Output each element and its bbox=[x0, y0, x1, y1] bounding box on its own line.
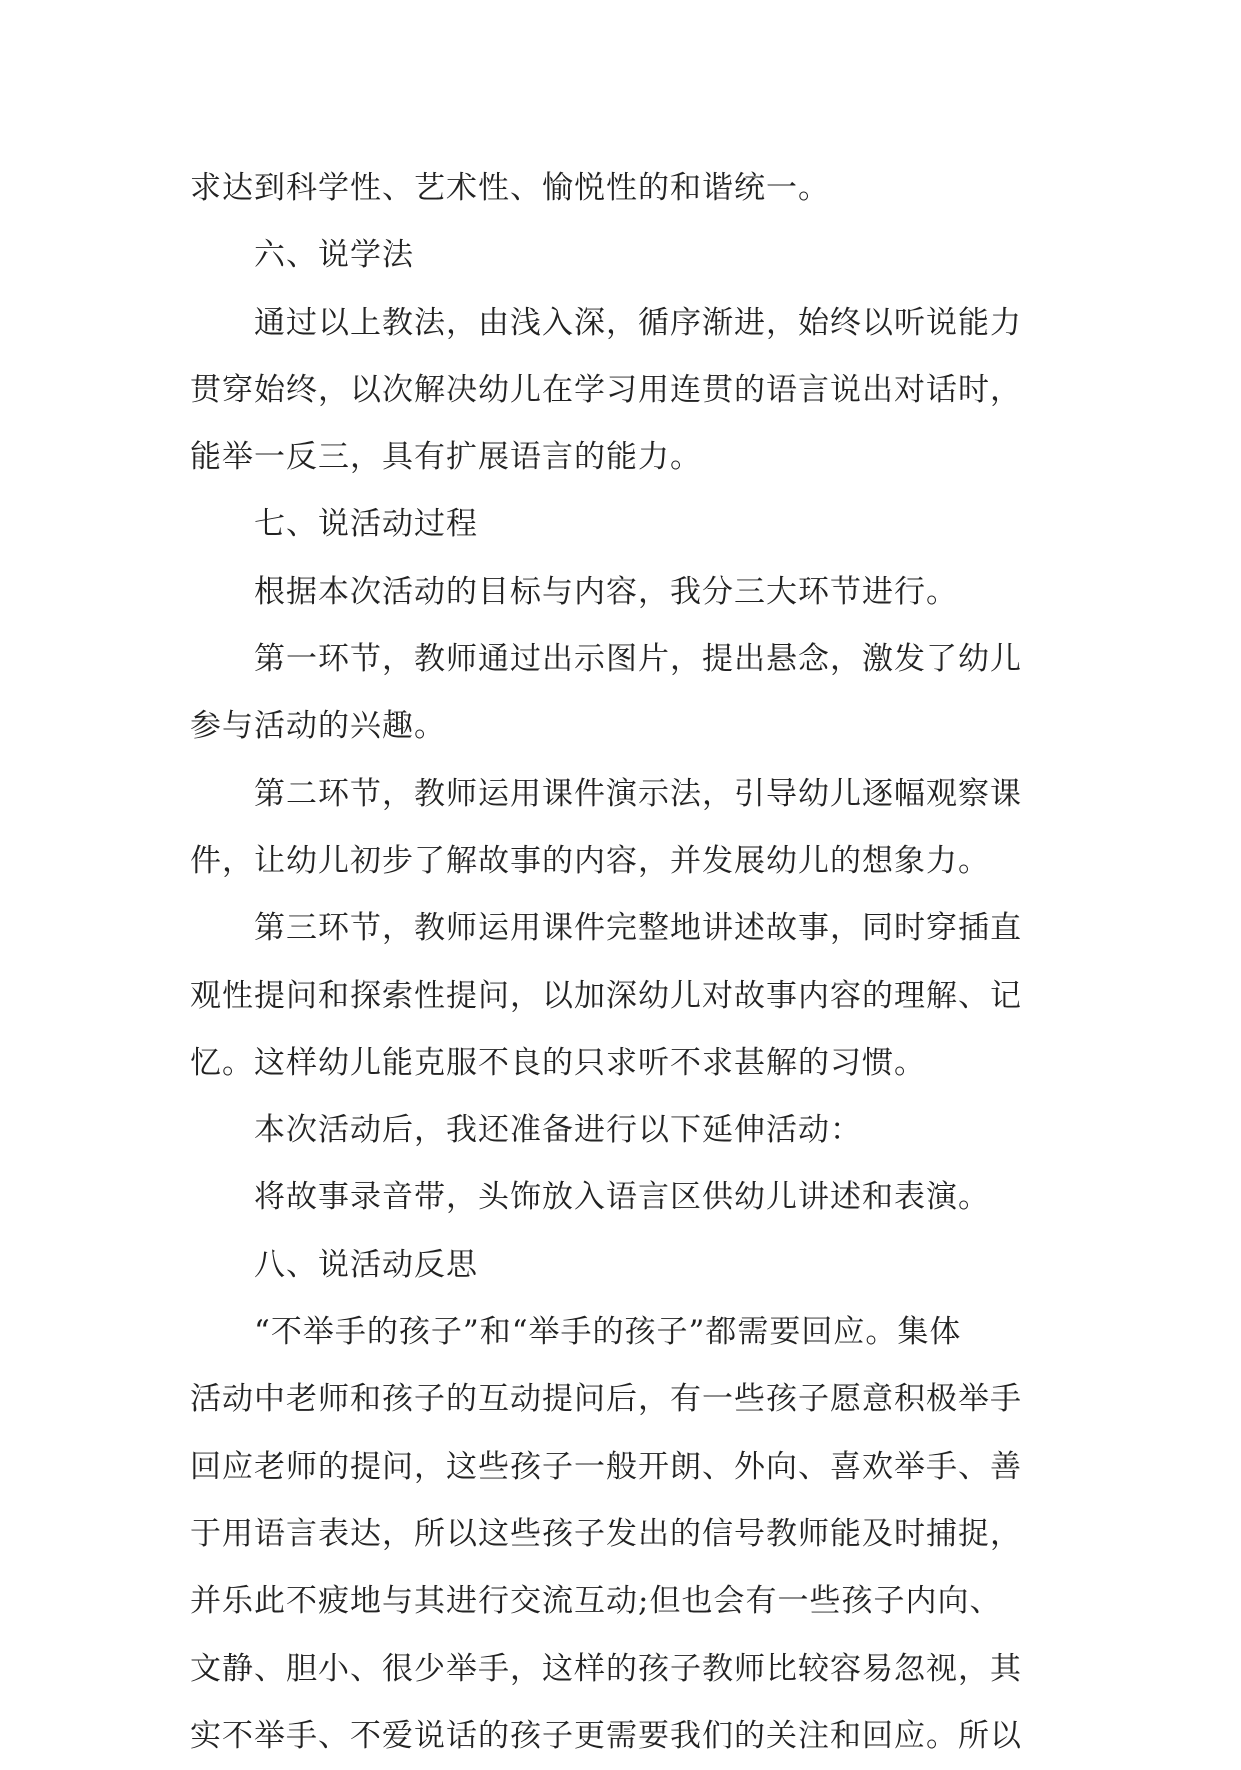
text-line: 活动中老师和孩子的互动提问后，有一些孩子愿意积极举手 bbox=[190, 1381, 1022, 1418]
section-heading: 七、说活动过程 bbox=[254, 506, 478, 543]
text-line: 求达到科学性、艺术性、愉悦性的和谐统一。 bbox=[190, 170, 830, 206]
text-line: 第三环节，教师运用课件完整地讲述故事，同时穿插直 bbox=[254, 910, 1022, 947]
text-line: 将故事录音带，头饰放入语言区供幼儿讲述和表演。 bbox=[254, 1179, 990, 1216]
text-line: 本次活动后，我还准备进行以下延伸活动： bbox=[254, 1112, 862, 1149]
text-line: 文静、胆小、很少举手，这样的孩子教师比较容易忽视，其 bbox=[190, 1650, 1022, 1687]
text-line: 回应老师的提问，这些孩子一般开朗、外向、喜欢举手、善 bbox=[190, 1448, 1022, 1485]
text-line: 件，让幼儿初步了解故事的内容，并发展幼儿的想象力。 bbox=[190, 842, 990, 879]
text-line: 参与活动的兴趣。 bbox=[190, 708, 446, 745]
text-line: 于用语言表达，所以这些孩子发出的信号教师能及时捕捉， bbox=[190, 1515, 1022, 1552]
text-line: 能举一反三，具有扩展语言的能力。 bbox=[190, 439, 702, 476]
text-line: 第一环节，教师通过出示图片，提出悬念，激发了幼儿 bbox=[254, 641, 1022, 678]
text-line: 贯穿始终，以次解决幼儿在学习用连贯的语言说出对话时， bbox=[190, 371, 1022, 408]
section-heading: 六、说学法 bbox=[254, 237, 414, 274]
text-line: 根据本次活动的目标与内容，我分三大环节进行。 bbox=[254, 573, 958, 610]
text-line: 实不举手、不爱说话的孩子更需要我们的关注和回应。所以 bbox=[190, 1717, 1022, 1754]
text-line: 观性提问和探索性提问，以加深幼儿对故事内容的理解、记 bbox=[190, 977, 1022, 1014]
body-text bbox=[190, 155, 1070, 1770]
section-heading: 八、说活动反思 bbox=[254, 1246, 478, 1283]
text-line: 忆。这样幼儿能克服不良的只求听不求甚解的习惯。 bbox=[190, 1044, 926, 1081]
text-line: 并乐此不疲地与其进行交流互动;但也会有一些孩子内向、 bbox=[190, 1583, 1002, 1620]
text-line: “不举手的孩子”和“举手的孩子”都需要回应。集体 bbox=[254, 1314, 962, 1351]
text-line: 通过以上教法，由浅入深，循序渐进，始终以听说能力 bbox=[254, 304, 1022, 341]
text-line: 第二环节，教师运用课件演示法，引导幼儿逐幅观察课 bbox=[254, 775, 1022, 812]
